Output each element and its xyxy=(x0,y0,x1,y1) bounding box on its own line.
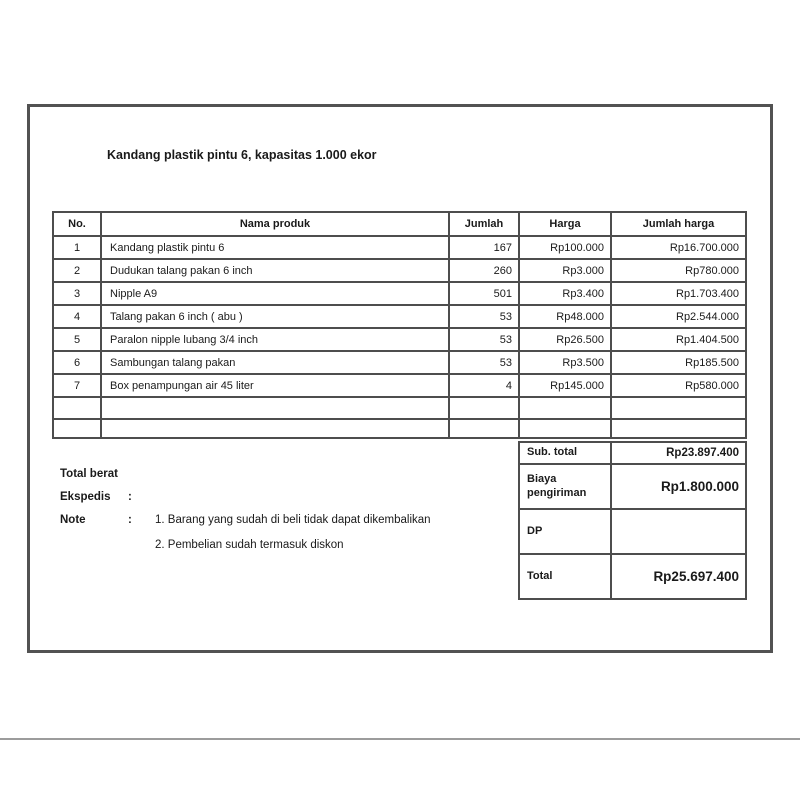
item-price: Rp100.000 xyxy=(519,236,611,259)
ekspedis-label: Ekspedis xyxy=(60,491,111,503)
item-price: Rp3.500 xyxy=(519,351,611,374)
item-price: Rp145.000 xyxy=(519,374,611,397)
item-total xyxy=(611,397,746,419)
item-no xyxy=(53,419,101,438)
item-total: Rp2.544.000 xyxy=(611,305,746,328)
item-no: 1 xyxy=(53,236,101,259)
dp-value xyxy=(611,509,746,554)
item-row xyxy=(53,259,746,282)
item-price: Rp26.500 xyxy=(519,328,611,351)
item-name: Talang pakan 6 inch ( abu ) xyxy=(101,305,449,328)
item-total xyxy=(611,419,746,438)
header-no: No. xyxy=(53,212,101,236)
note-colon: : xyxy=(128,514,132,526)
item-total: Rp185.500 xyxy=(611,351,746,374)
note-item: 2. Pembelian sudah termasuk diskon xyxy=(155,539,344,551)
item-no: 5 xyxy=(53,328,101,351)
header-nama-produk: Nama produk xyxy=(101,212,449,236)
item-row xyxy=(53,328,746,351)
note-item: 1. Barang yang sudah di beli tidak dapat dikembalikan xyxy=(155,514,431,526)
item-no: 2 xyxy=(53,259,101,282)
item-total: Rp1.404.500 xyxy=(611,328,746,351)
note-label: Note xyxy=(60,514,86,526)
item-price xyxy=(519,419,611,438)
item-row xyxy=(53,351,746,374)
item-price: Rp48.000 xyxy=(519,305,611,328)
item-qty xyxy=(449,397,519,419)
item-qty: 4 xyxy=(449,374,519,397)
item-name xyxy=(101,397,449,419)
item-name: Nipple A9 xyxy=(101,282,449,305)
item-price: Rp3.400 xyxy=(519,282,611,305)
item-no: 6 xyxy=(53,351,101,374)
dp-row xyxy=(519,509,746,554)
subtotal-value: Rp23.897.400 xyxy=(611,442,746,464)
summary-table xyxy=(518,441,747,600)
ekspedis-colon: : xyxy=(128,491,132,503)
dp-label: DP xyxy=(519,509,611,554)
item-name: Kandang plastik pintu 6 xyxy=(101,236,449,259)
item-total: Rp1.703.400 xyxy=(611,282,746,305)
shipping-row xyxy=(519,464,746,509)
item-price: Rp3.000 xyxy=(519,259,611,282)
item-name xyxy=(101,419,449,438)
items-header-row xyxy=(53,212,746,236)
empty-row xyxy=(53,419,746,438)
total-value: Rp25.697.400 xyxy=(611,554,746,599)
empty-row xyxy=(53,397,746,419)
bottom-divider xyxy=(0,738,800,740)
header-harga: Harga xyxy=(519,212,611,236)
item-name: Dudukan talang pakan 6 inch xyxy=(101,259,449,282)
shipping-value: Rp1.800.000 xyxy=(611,464,746,509)
total-row xyxy=(519,554,746,599)
item-price xyxy=(519,397,611,419)
item-no: 7 xyxy=(53,374,101,397)
document-title: Kandang plastik pintu 6, kapasitas 1.000 ekor xyxy=(107,148,377,162)
item-row xyxy=(53,305,746,328)
item-row xyxy=(53,374,746,397)
item-name: Paralon nipple lubang 3/4 inch xyxy=(101,328,449,351)
total-berat-label: Total berat xyxy=(60,468,118,480)
header-jumlah: Jumlah xyxy=(449,212,519,236)
item-total: Rp580.000 xyxy=(611,374,746,397)
item-row xyxy=(53,236,746,259)
subtotal-row xyxy=(519,442,746,464)
item-qty: 53 xyxy=(449,351,519,374)
item-qty: 501 xyxy=(449,282,519,305)
item-row xyxy=(53,282,746,305)
item-qty: 53 xyxy=(449,305,519,328)
shipping-label: Biaya pengiriman xyxy=(519,464,611,509)
item-no: 3 xyxy=(53,282,101,305)
item-total: Rp780.000 xyxy=(611,259,746,282)
item-qty: 53 xyxy=(449,328,519,351)
item-no xyxy=(53,397,101,419)
header-jumlah-harga: Jumlah harga xyxy=(611,212,746,236)
item-name: Box penampungan air 45 liter xyxy=(101,374,449,397)
item-qty xyxy=(449,419,519,438)
total-label: Total xyxy=(519,554,611,599)
items-table xyxy=(52,211,747,439)
subtotal-label: Sub. total xyxy=(519,442,611,464)
item-no: 4 xyxy=(53,305,101,328)
item-qty: 167 xyxy=(449,236,519,259)
item-name: Sambungan talang pakan xyxy=(101,351,449,374)
item-qty: 260 xyxy=(449,259,519,282)
item-total: Rp16.700.000 xyxy=(611,236,746,259)
